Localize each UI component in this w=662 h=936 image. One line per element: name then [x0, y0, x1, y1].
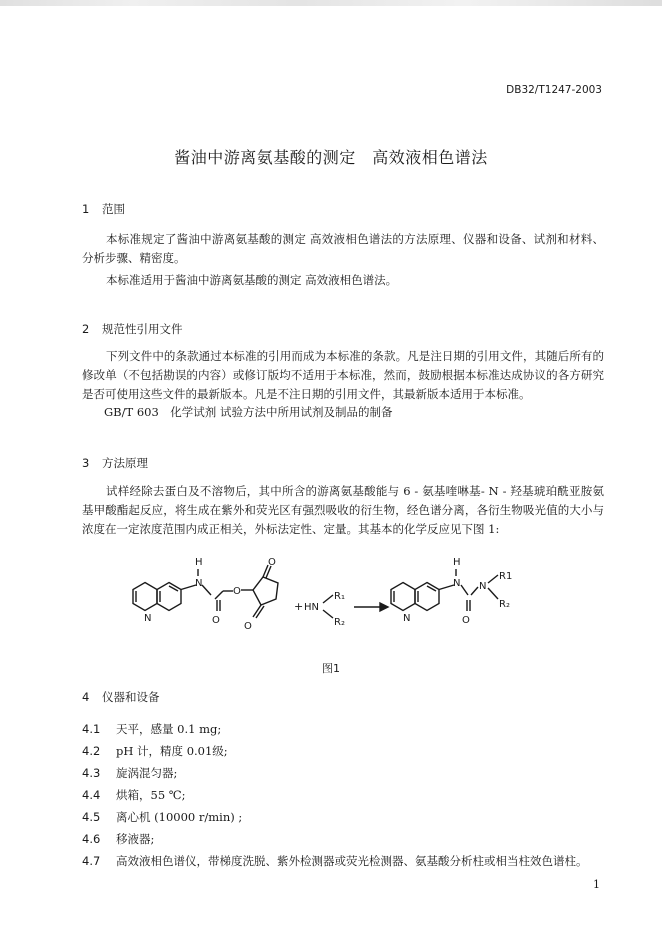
normative-reference: GB/T 603 化学试剂 试验方法中所用试剂及制品的制备 [104, 405, 393, 419]
equipment-item [82, 831, 154, 847]
r1-label: R₁ [334, 591, 345, 602]
item-number: 4.2 [82, 744, 101, 758]
reaction-scheme-figure [118, 555, 558, 655]
section-1-paragraph-1: 本标准规定了酱油中游离氨基酸的测定 高效液相色谱法的方法原理、仪器和设备、试剂和材料、分析步骤、精密度。 [82, 232, 604, 265]
atom-label-n: N [144, 613, 152, 624]
section-title: 方法原理 [102, 456, 148, 470]
atom-label-n: N [479, 581, 487, 592]
page-title: 酱油中游离氨基酸的测定 高效液相色谱法 [174, 148, 488, 167]
item-text: 烘箱，55 ℃; [116, 788, 186, 802]
r1-label: R1 [499, 571, 513, 582]
equipment-item [82, 853, 588, 869]
item-number: 4.6 [82, 832, 101, 846]
atom-label-o: O [212, 615, 220, 626]
r2-label: R₂ [334, 617, 345, 628]
atom-label-o: O [244, 621, 252, 632]
section-number: 3 [82, 456, 90, 470]
r2-label: R₂ [499, 599, 510, 610]
section-number: 4 [82, 690, 90, 704]
item-number: 4.7 [82, 854, 101, 868]
amine-label-hn: HN [304, 602, 319, 613]
atom-label-n: N [195, 578, 203, 589]
section-1-heading [82, 201, 125, 217]
amine-bonds [323, 595, 333, 618]
plus-sign: + [294, 600, 304, 613]
section-3-paragraph-1: 试样经除去蛋白及不溶物后，其中所含的游离氨基酸能与 6 - 氨基喹啉基- N - 羟基琥珀酰亚胺氨基甲酸酯起反应，将生成在紫外和荧光区有强烈吸收的衍生物，经色谱分离，各衍生物吸光值的大小与浓度在一定浓度范围内成正相关，外标法定性、定量。其基本的化学反应见下图 1: [82, 484, 604, 536]
item-text: 天平，感量 0.1 mg; [116, 722, 222, 736]
document-number: DB32/T1247-2003 [506, 84, 602, 96]
equipment-item [82, 809, 242, 825]
item-text: 离心机 (10000 r/min) ; [116, 810, 243, 824]
item-text: 高效液相色谱仪，带梯度洗脱、紫外检测器或荧光检测器、氨基酸分析柱或相当柱效色谱柱。 [116, 854, 588, 868]
item-number: 4.3 [82, 766, 101, 780]
item-number: 4.1 [82, 722, 101, 736]
atom-label-n: N [403, 613, 411, 624]
equipment-item [82, 765, 177, 781]
item-number: 4.4 [82, 788, 101, 802]
atom-label-o: O [268, 557, 276, 568]
reactant-quinoline-structure [133, 583, 233, 612]
section-2-paragraph-1: 下列文件中的条款通过本标准的引用而成为本标准的条款。凡是注日期的引用文件，其随后所有的修改单（不包括勘误的内容）或修订版均不适用于本标准，然而，鼓励根据本标准达成协议的各方研究是否可使用这些文件的最新版本。凡是不注日期的引用文件，其最新版本适用于本标准。 [82, 349, 604, 401]
atom-label-h: H [453, 557, 461, 568]
atom-label-o: O [233, 586, 241, 597]
equipment-item [82, 721, 221, 737]
section-number: 1 [82, 202, 90, 216]
section-4-heading [82, 689, 160, 705]
equipment-item [82, 743, 228, 759]
section-1-paragraph-2: 本标准适用于酱油中游离氨基酸的测定 高效液相色谱法。 [106, 273, 398, 287]
section-number: 2 [82, 322, 90, 336]
item-number: 4.5 [82, 810, 101, 824]
item-text: pH 计，精度 0.01级; [116, 744, 228, 758]
section-title: 范围 [102, 202, 125, 216]
section-3-heading [82, 455, 148, 471]
atom-label-o: O [462, 615, 470, 626]
item-text: 旋涡混匀器; [116, 766, 178, 780]
reaction-arrow [354, 603, 388, 611]
scan-artifact-band [0, 0, 662, 6]
item-text: 移液器; [116, 832, 155, 846]
equipment-item [82, 787, 186, 803]
section-2-heading [82, 321, 183, 337]
page-number: 1 [593, 878, 600, 891]
section-title: 规范性引用文件 [102, 322, 183, 336]
figure-caption: 图1 [322, 662, 340, 675]
section-title: 仪器和设备 [102, 690, 160, 704]
atom-label-h: H [195, 557, 203, 568]
atom-label-n: N [453, 578, 461, 589]
